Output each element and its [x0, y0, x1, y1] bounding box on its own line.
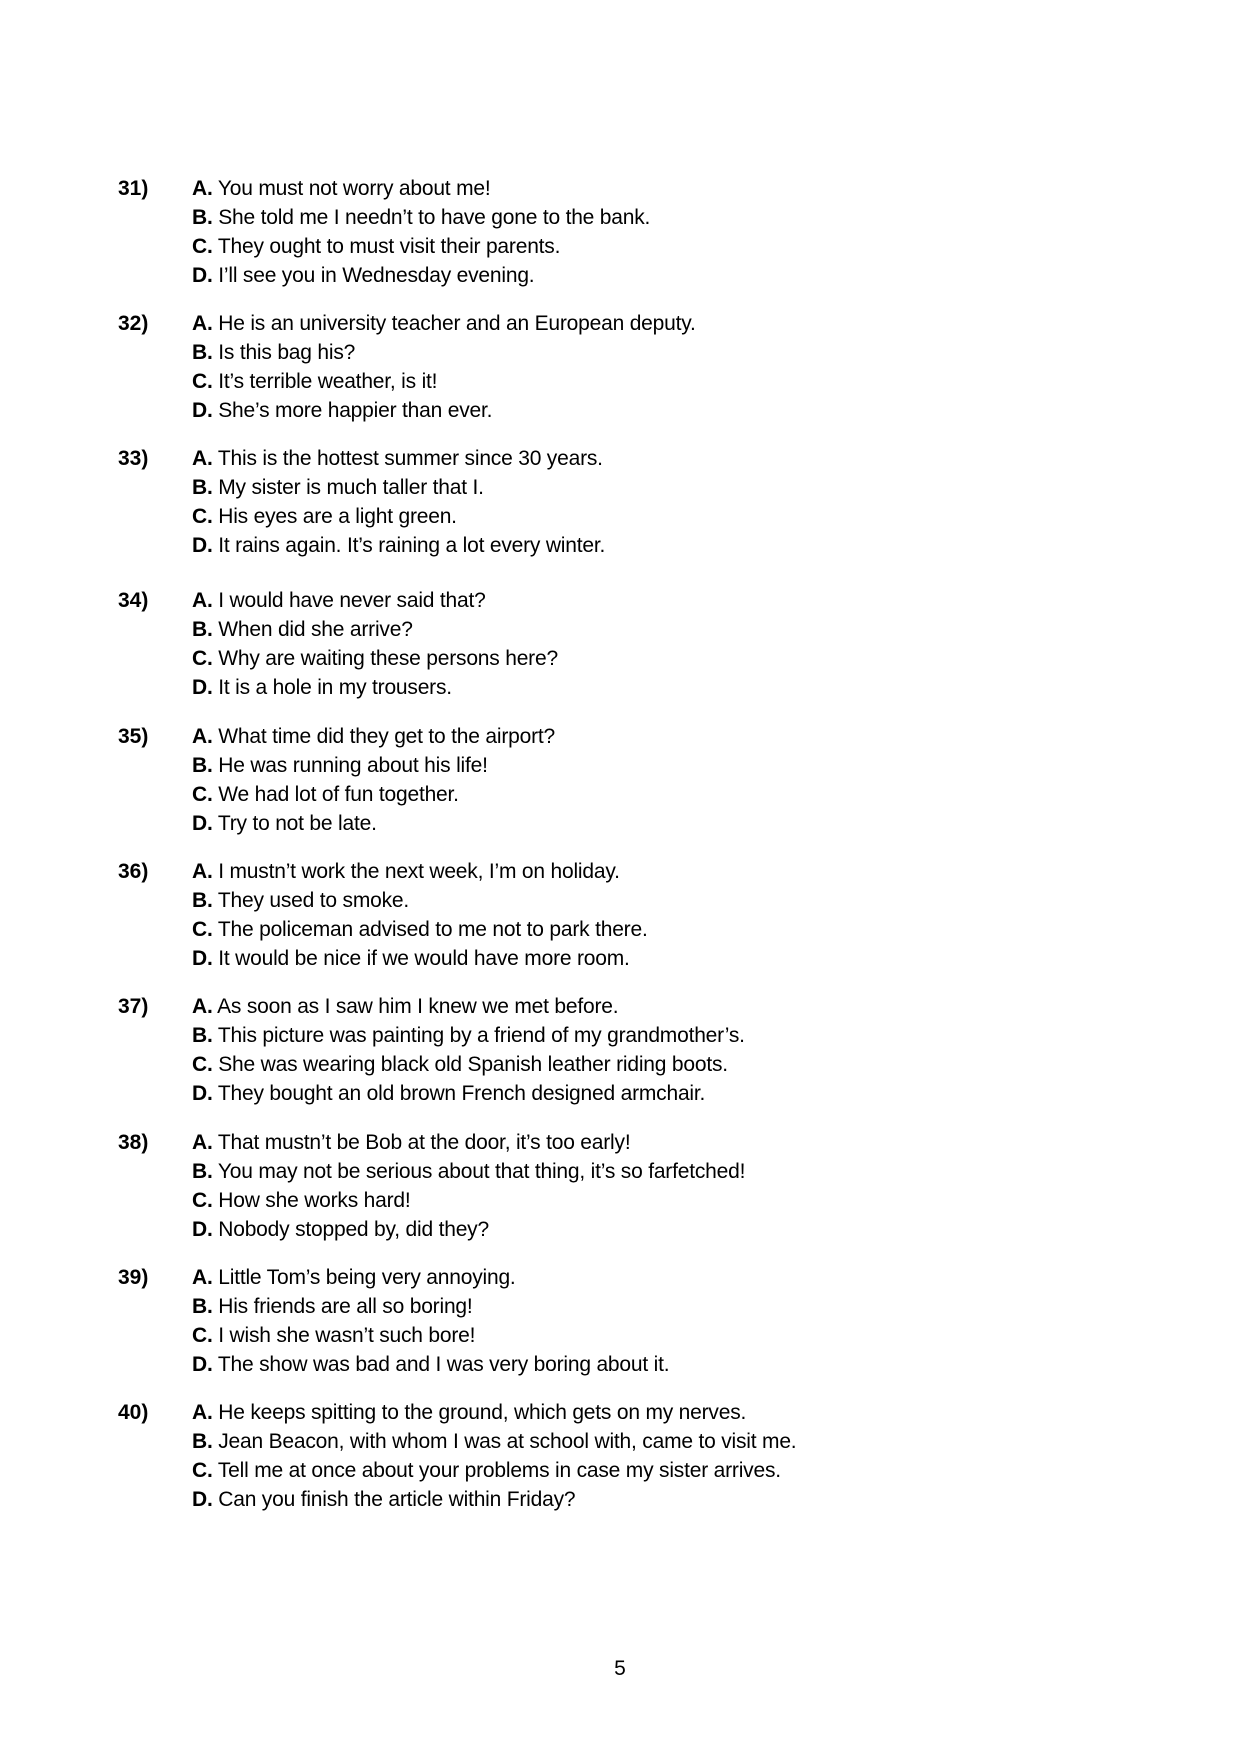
option-letter: B.: [192, 1295, 213, 1318]
option-c: [192, 1456, 796, 1485]
option-text: It would be nice if we would have more room.: [218, 947, 630, 970]
option-letter: D.: [192, 812, 213, 835]
option-text: He was running about his life!: [218, 754, 488, 777]
page-number: 5: [614, 1657, 626, 1680]
option-text: He keeps spitting to the ground, which gets on my nerves.: [218, 1401, 747, 1424]
option-letter: C.: [192, 1459, 213, 1482]
question-number: 39): [118, 1266, 149, 1289]
option-letter: D.: [192, 1082, 213, 1105]
option-d: [192, 396, 696, 425]
answer-options: [192, 992, 745, 1108]
answer-options: [192, 309, 696, 425]
answer-options: [192, 722, 555, 838]
option-letter: A.: [192, 860, 213, 883]
option-c: [192, 502, 605, 531]
option-a: [192, 992, 745, 1021]
option-a: [192, 1128, 745, 1157]
option-a: [192, 586, 558, 615]
option-d: [192, 1079, 745, 1108]
option-text: You may not be serious about that thing, it’s so farfetched!: [217, 1160, 746, 1183]
option-letter: B.: [192, 1430, 213, 1453]
option-b: [192, 203, 650, 232]
option-letter: A.: [192, 1401, 213, 1424]
option-text: We had lot of fun together.: [218, 783, 459, 806]
option-letter: B.: [192, 618, 213, 641]
option-text: She’s more happier than ever.: [218, 399, 493, 422]
option-letter: D.: [192, 676, 213, 699]
option-a: [192, 1398, 796, 1427]
option-text: They used to smoke.: [217, 889, 410, 912]
answer-options: [192, 857, 648, 973]
option-c: [192, 1186, 745, 1215]
answer-options: [192, 1398, 796, 1514]
option-d: [192, 1350, 669, 1379]
option-letter: A.: [192, 725, 213, 748]
option-text: I would have never said that?: [218, 589, 486, 612]
question-number: 36): [118, 860, 149, 883]
option-letter: B.: [192, 1024, 213, 1047]
option-text: Tell me at once about your problems in case my sister arrives.: [217, 1459, 781, 1482]
option-letter: B.: [192, 1160, 213, 1183]
option-letter: A.: [192, 1131, 213, 1154]
option-b: [192, 886, 648, 915]
option-text: Jean Beacon, with whom I was at school with, came to visit me.: [218, 1430, 797, 1453]
option-b: [192, 751, 555, 780]
option-c: [192, 780, 555, 809]
option-text: Try to not be late.: [217, 812, 377, 835]
option-b: [192, 473, 605, 502]
option-text: She told me I needn’t to have gone to the bank.: [218, 206, 651, 229]
option-letter: D.: [192, 264, 213, 287]
question-number: 31): [118, 177, 149, 200]
option-d: [192, 531, 605, 560]
option-text: I mustn’t work the next week, I’m on holiday.: [218, 860, 620, 883]
option-text: I’ll see you in Wednesday evening.: [218, 264, 535, 287]
option-letter: C.: [192, 1053, 213, 1076]
option-letter: C.: [192, 235, 213, 258]
option-text: My sister is much taller that I.: [218, 476, 484, 499]
option-text: What time did they get to the airport?: [218, 725, 555, 748]
option-b: [192, 1157, 745, 1186]
option-d: [192, 1485, 796, 1514]
answer-options: [192, 1128, 745, 1244]
option-c: [192, 1050, 745, 1079]
question-number: 40): [118, 1401, 149, 1424]
option-text: His friends are all so boring!: [218, 1295, 473, 1318]
option-text: This is the hottest summer since 30 years.: [217, 447, 603, 470]
option-text: It’s terrible weather, is it!: [218, 370, 438, 393]
option-c: [192, 915, 648, 944]
question-number: 37): [118, 995, 149, 1018]
option-c: [192, 232, 650, 261]
option-letter: C.: [192, 505, 213, 528]
option-letter: C.: [192, 370, 213, 393]
option-letter: B.: [192, 206, 213, 229]
option-letter: D.: [192, 534, 213, 557]
answer-options: [192, 444, 605, 560]
option-c: [192, 367, 696, 396]
question-number: 32): [118, 312, 149, 335]
option-letter: C.: [192, 918, 213, 941]
option-text: They ought to must visit their parents.: [217, 235, 561, 258]
option-letter: B.: [192, 341, 213, 364]
option-letter: C.: [192, 647, 213, 670]
option-letter: A.: [192, 995, 213, 1018]
question-number: 38): [118, 1131, 149, 1154]
option-text: It is a hole in my trousers.: [218, 676, 452, 699]
question-number: 34): [118, 589, 149, 612]
option-letter: A.: [192, 177, 213, 200]
option-letter: A.: [192, 312, 213, 335]
option-b: [192, 338, 696, 367]
option-a: [192, 309, 696, 338]
question-number: 35): [118, 725, 149, 748]
option-letter: A.: [192, 447, 213, 470]
option-text: How she works hard!: [218, 1189, 411, 1212]
option-text: Little Tom’s being very annoying.: [218, 1266, 516, 1289]
option-letter: C.: [192, 1189, 213, 1212]
option-letter: D.: [192, 1218, 213, 1241]
option-text: This picture was painting by a friend of my grandmother’s.: [217, 1024, 745, 1047]
option-text: Nobody stopped by, did they?: [218, 1218, 489, 1241]
answer-options: [192, 174, 650, 290]
option-a: [192, 722, 555, 751]
option-letter: D.: [192, 947, 213, 970]
option-b: [192, 1021, 745, 1050]
option-a: [192, 174, 650, 203]
option-letter: A.: [192, 589, 213, 612]
option-d: [192, 809, 555, 838]
option-d: [192, 261, 650, 290]
option-b: [192, 1427, 796, 1456]
answer-options: [192, 586, 558, 702]
option-text: It rains again. It’s raining a lot every winter.: [218, 534, 606, 557]
question-number: 33): [118, 447, 149, 470]
option-text: They bought an old brown French designed armchair.: [217, 1082, 706, 1105]
option-text: As soon as I saw him I knew we met before.: [217, 995, 619, 1018]
option-b: [192, 615, 558, 644]
option-text: The policeman advised to me not to park there.: [217, 918, 648, 941]
option-text: You must not worry about me!: [217, 177, 491, 200]
option-text: She was wearing black old Spanish leather riding boots.: [218, 1053, 728, 1076]
option-text: His eyes are a light green.: [218, 505, 457, 528]
option-letter: B.: [192, 754, 213, 777]
option-b: [192, 1292, 669, 1321]
option-letter: D.: [192, 399, 213, 422]
option-text: The show was bad and I was very boring about it.: [217, 1353, 670, 1376]
option-d: [192, 673, 558, 702]
option-text: Why are waiting these persons here?: [218, 647, 558, 670]
answer-options: [192, 1263, 669, 1379]
option-letter: B.: [192, 476, 213, 499]
option-text: When did she arrive?: [218, 618, 413, 641]
option-text: That mustn’t be Bob at the door, it’s too early!: [217, 1131, 631, 1154]
option-letter: B.: [192, 889, 213, 912]
option-letter: C.: [192, 1324, 213, 1347]
option-text: Is this bag his?: [218, 341, 356, 364]
option-a: [192, 1263, 669, 1292]
option-d: [192, 1215, 745, 1244]
option-a: [192, 444, 605, 473]
option-a: [192, 857, 648, 886]
option-letter: D.: [192, 1353, 213, 1376]
option-letter: D.: [192, 1488, 213, 1511]
option-letter: A.: [192, 1266, 213, 1289]
option-letter: C.: [192, 783, 213, 806]
option-c: [192, 644, 558, 673]
option-text: Can you finish the article within Friday?: [218, 1488, 576, 1511]
option-c: [192, 1321, 669, 1350]
option-text: He is an university teacher and an European deputy.: [218, 312, 696, 335]
option-text: I wish she wasn’t such bore!: [218, 1324, 476, 1347]
option-d: [192, 944, 648, 973]
